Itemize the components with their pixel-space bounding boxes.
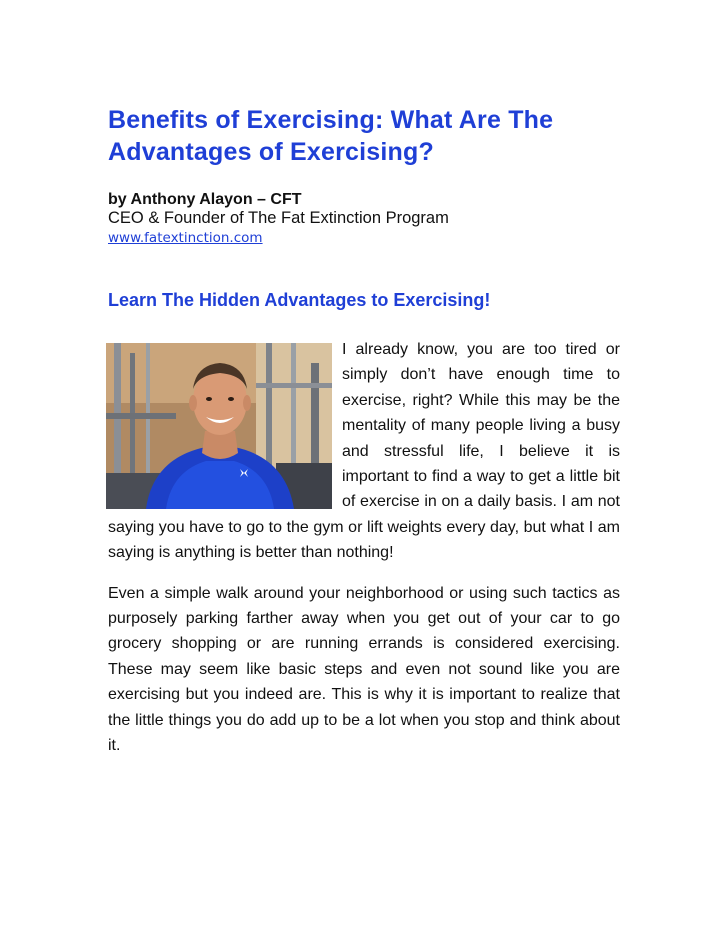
paragraph-1	[108, 337, 620, 566]
paragraph-2: Even a simple walk around your neighborhood or using such tactics as purposely parking farther away when you get out of your car to go grocery shopping or are running errands is considered exercising. These may seem like basic steps and even not sound like you are exercising but you indeed are. This is why it is important to realize that the little things you do add up to be a lot when you stop and think about it.	[108, 584, 620, 755]
article-title: Benefits of Exercising: What Are The Advantages of Exercising?	[108, 106, 554, 166]
byline	[108, 190, 620, 249]
article	[108, 104, 620, 759]
author-role: CEO & Founder of The Fat Extinction Program	[108, 209, 449, 227]
author-name: by Anthony Alayon – CFT	[108, 191, 302, 208]
section-heading: Learn The Hidden Advantages to Exercising!	[108, 290, 491, 310]
paragraph-1-text: I already know, you are too tired or simply don’t have enough time to exercise, right? While this may be the mentality of many people living a busy and stressful life, I believe it is important to find a way to get a little bit of exercise in on a daily basis. I am not saying you have to go to the gym or lift weights every day, but what I am saying is anything is better than nothing!	[108, 341, 620, 562]
author-photo	[106, 343, 332, 509]
website-link[interactable]: www.fatextinction.com	[108, 230, 263, 246]
